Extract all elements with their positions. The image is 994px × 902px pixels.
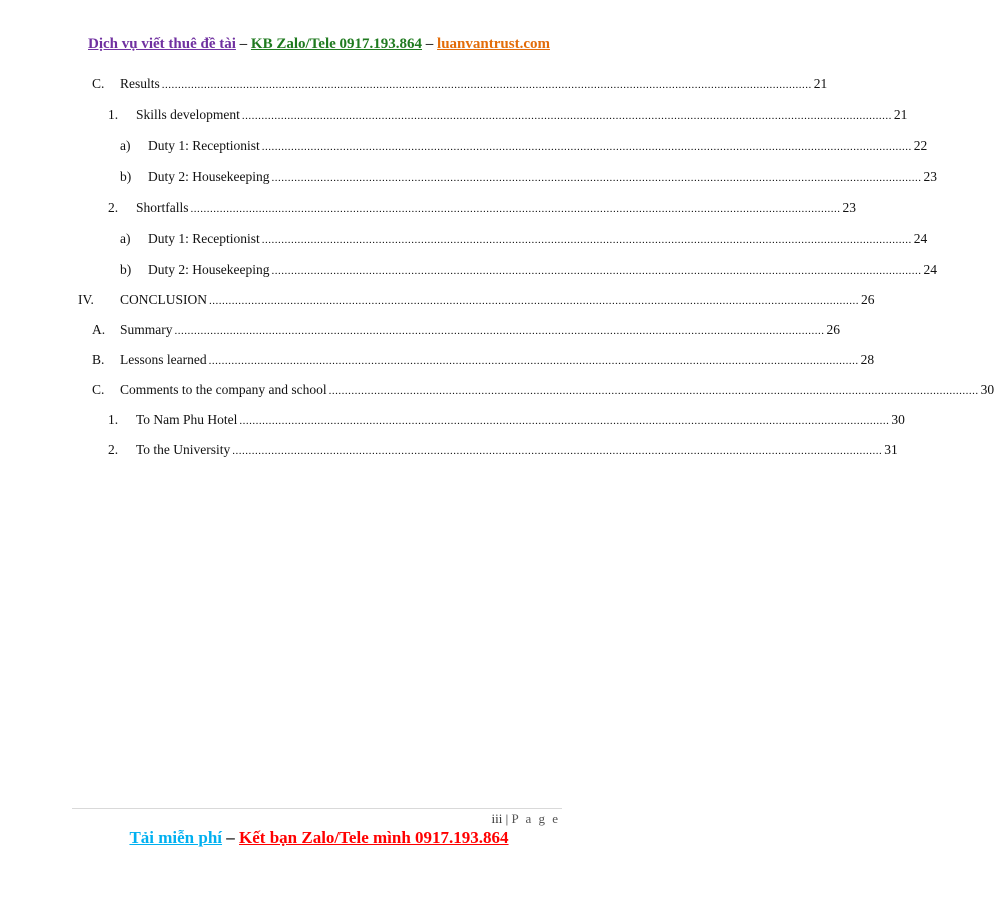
toc-entry-page: 31	[884, 442, 898, 457]
toc-entry[interactable]	[0, 136, 928, 156]
toc-dot-leader: ........................................................................................................................................................................................................	[271, 265, 922, 277]
toc-entry[interactable]	[0, 380, 994, 400]
toc-dot-leader: ........................................................................................................................................................................................................	[328, 385, 979, 397]
toc-entry-page: 23	[923, 169, 937, 184]
toc-entry-page: 21	[893, 107, 908, 122]
toc-entry-body	[120, 292, 875, 308]
toc-entry[interactable]	[0, 167, 937, 187]
toc-entry-page: 22	[913, 138, 928, 153]
toc-entry-body	[136, 412, 905, 428]
toc-entry-title: Duty 2: Housekeeping	[148, 262, 270, 277]
toc-entry-page: 24	[913, 231, 928, 246]
toc-entry-number: a)	[120, 231, 131, 246]
toc-dot-leader: ........................................................................................................................................................................................................	[239, 415, 890, 427]
toc-entry[interactable]	[0, 350, 875, 370]
toc-entry-body	[136, 200, 856, 216]
footer-contact-link[interactable]: Kết bạn Zalo/Tele mình 0917.193.864	[239, 828, 509, 847]
toc-entry-number: a)	[120, 138, 131, 153]
toc-entry-number: A.	[92, 322, 106, 337]
toc-entry-page: 21	[813, 76, 828, 91]
toc-entry[interactable]	[0, 290, 875, 310]
toc-entry-page: 26	[861, 292, 875, 307]
page-header-banner	[0, 36, 638, 53]
toc-entry-page: 28	[860, 352, 875, 367]
toc-dot-leader: ........................................................................................................................................................................................................	[190, 203, 841, 215]
toc-dot-leader: ........................................................................................................................................................................................................	[261, 141, 912, 153]
toc-dot-leader: ........................................................................................................................................................................................................	[261, 234, 912, 246]
toc-entry-title: CONCLUSION	[120, 292, 208, 307]
toc-entry-number: C.	[92, 76, 105, 91]
toc-entry-number: b)	[120, 169, 132, 184]
toc-entry-number: 1.	[108, 107, 119, 122]
toc-entry[interactable]	[0, 320, 840, 340]
toc-entry-body	[148, 262, 937, 278]
toc-dot-leader: ........................................................................................................................................................................................................	[209, 295, 860, 307]
header-separator: –	[235, 36, 251, 52]
page-number-label: P a g e	[511, 811, 560, 826]
toc-entry-number: 2.	[108, 200, 119, 215]
toc-entry-title: Lessons learned	[120, 352, 207, 367]
header-contact-link[interactable]: KB Zalo/Tele 0917.193.864	[250, 36, 423, 52]
header-service-link[interactable]: Dịch vụ viết thuê đề tài	[88, 36, 236, 52]
toc-dot-leader: ........................................................................................................................................................................................................	[241, 110, 892, 122]
toc-entry-title: Shortfalls	[136, 200, 189, 215]
toc-entry-body	[148, 138, 928, 154]
toc-entry[interactable]	[0, 74, 828, 94]
toc-entry-title: Skills development	[136, 107, 240, 122]
toc-dot-leader: ........................................................................................................................................................................................................	[161, 79, 812, 91]
toc-entry[interactable]	[0, 198, 856, 218]
toc-entry-body	[136, 442, 898, 458]
toc-entry-title: To Nam Phu Hotel	[136, 412, 238, 427]
toc-entry[interactable]	[0, 229, 928, 249]
toc-entry-body	[148, 169, 937, 185]
toc-entry-number: 1.	[108, 412, 119, 427]
toc-dot-leader: ........................................................................................................................................................................................................	[232, 445, 883, 457]
page-number-roman: iii	[491, 811, 503, 826]
footer-free-download-link[interactable]: Tải miễn phí	[129, 828, 223, 847]
toc-entry-page: 26	[826, 322, 840, 337]
toc-entry[interactable]	[0, 105, 908, 125]
toc-entry-body	[120, 352, 875, 368]
toc-entry-number: C.	[92, 382, 105, 397]
toc-entry-title: Summary	[120, 322, 173, 337]
toc-entry[interactable]	[0, 260, 937, 280]
toc-dot-leader: ........................................................................................................................................................................................................	[208, 355, 859, 367]
toc-entry-page: 24	[923, 262, 937, 277]
toc-entry-title: Duty 1: Receptionist	[148, 231, 260, 246]
toc-entry-body	[136, 107, 908, 123]
toc-entry-title: Results	[120, 76, 160, 91]
footer-separator: –	[222, 828, 240, 847]
toc-entry-body	[148, 231, 928, 247]
toc-entry-title: Duty 2: Housekeeping	[148, 169, 270, 184]
toc-entry-body	[120, 76, 828, 92]
toc-entry-title: Duty 1: Receptionist	[148, 138, 260, 153]
toc-entry-page: 23	[842, 200, 856, 215]
page-number	[492, 811, 561, 827]
toc-dot-leader: ........................................................................................................................................................................................................	[174, 325, 825, 337]
toc-entry-title: To the University	[136, 442, 231, 457]
toc-entry-body	[120, 322, 840, 338]
toc-dot-leader: ........................................................................................................................................................................................................	[271, 172, 922, 184]
page-number-separator: |	[502, 811, 512, 826]
toc-entry-page: 30	[891, 412, 905, 427]
toc-entry-number: IV.	[78, 292, 94, 307]
toc-entry-body	[120, 382, 994, 398]
footer-divider	[72, 808, 562, 809]
toc-entry-page: 30	[980, 382, 994, 397]
toc-entry[interactable]	[0, 410, 905, 430]
toc-entry-number: 2.	[108, 442, 119, 457]
header-website-link[interactable]: luanvantrust.com	[437, 36, 550, 52]
toc-entry[interactable]	[0, 440, 898, 460]
page-footer-banner	[0, 828, 638, 848]
header-separator: –	[422, 36, 438, 52]
toc-entry-title: Comments to the company and school	[120, 382, 327, 397]
toc-entry-number: B.	[92, 352, 105, 367]
toc-entry-number: b)	[120, 262, 132, 277]
